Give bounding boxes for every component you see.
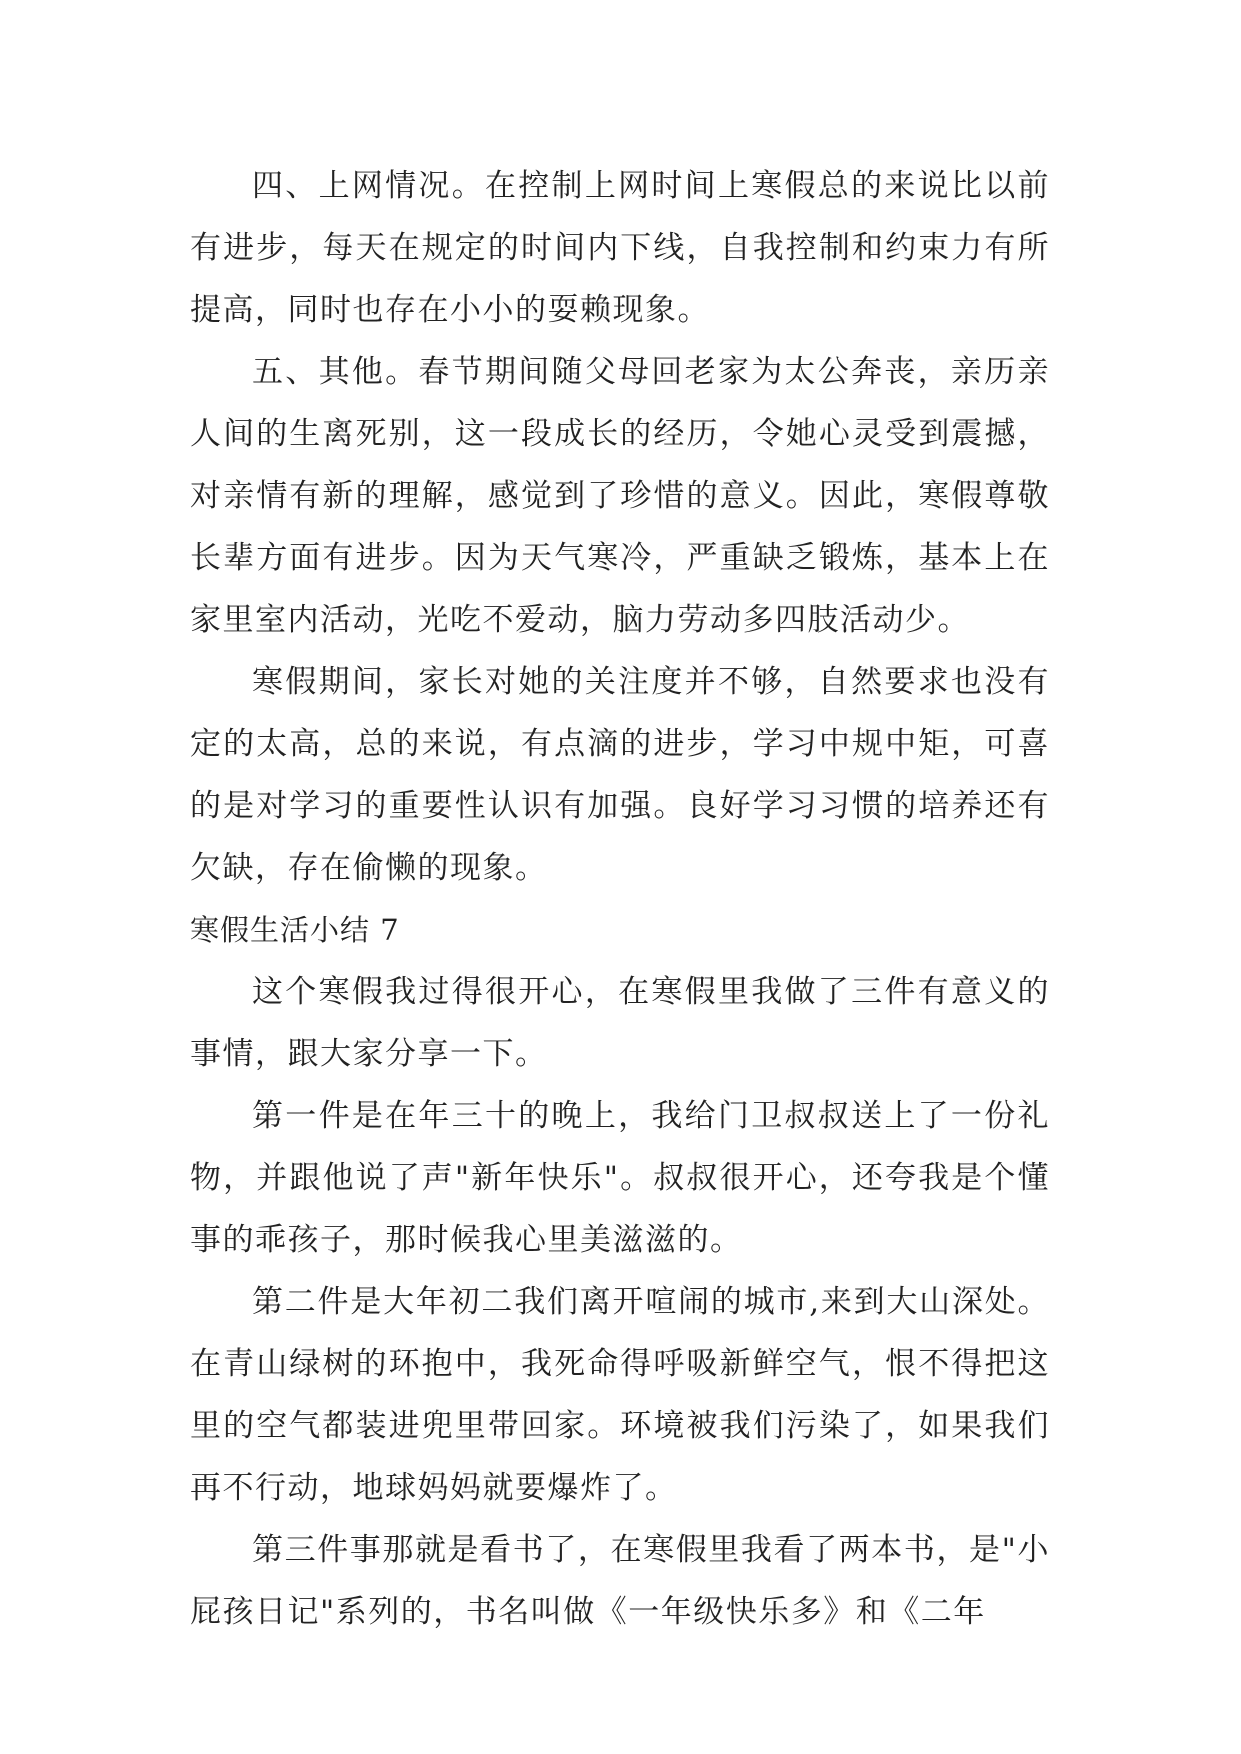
paragraph-first-thing: 第一件是在年三十的晚上，我给门卫叔叔送上了一份礼物，并跟他说了声"新年快乐"。叔叔很开心，还夸我是个懂事的乖孩子，那时候我心里美滋滋的。: [190, 1098, 1050, 1258]
paragraph-other: 五、其他。春节期间随父母回老家为太公奔丧，亲历亲人间的生离死别，这一段成长的经历，令她心灵受到震撼，对亲情有新的理解，感觉到了珍惜的意义。因此，寒假尊敬长辈方面有进步。因为天气寒冷，严重缺乏锻炼，基本上在家里室内活动，光吃不爱动，脑力劳动多四肢活动少。: [190, 354, 1050, 638]
paragraph-parent-summary: 寒假期间，家长对她的关注度并不够，自然要求也没有定的太高，总的来说，有点滴的进步，学习中规中矩，可喜的是对学习的重要性认识有加强。良好学习习惯的培养还有欠缺，存在偷懒的现象。: [190, 664, 1050, 886]
paragraph-third-thing: 第三件事那就是看书了，在寒假里我看了两本书，是"小屁孩日记"系列的，书名叫做《一年级快乐多》和《二年: [190, 1532, 1050, 1630]
paragraph-internet-usage: 四、上网情况。在控制上网时间上寒假总的来说比以前有进步，每天在规定的时间内下线，自我控制和约束力有所提高，同时也存在小小的耍赖现象。: [190, 168, 1050, 328]
paragraph-intro: 这个寒假我过得很开心，在寒假里我做了三件有意义的事情，跟大家分享一下。: [190, 974, 1050, 1072]
section-heading: 寒假生活小结 7: [190, 913, 400, 947]
document-page: [190, 155, 1050, 1643]
paragraph-second-thing: 第二件是大年初二我们离开喧闹的城市,来到大山深处。在青山绿树的环抱中，我死命得呼吸新鲜空气，恨不得把这里的空气都装进兜里带回家。环境被我们污染了，如果我们再不行动，地球妈妈就要爆炸了。: [190, 1284, 1050, 1506]
